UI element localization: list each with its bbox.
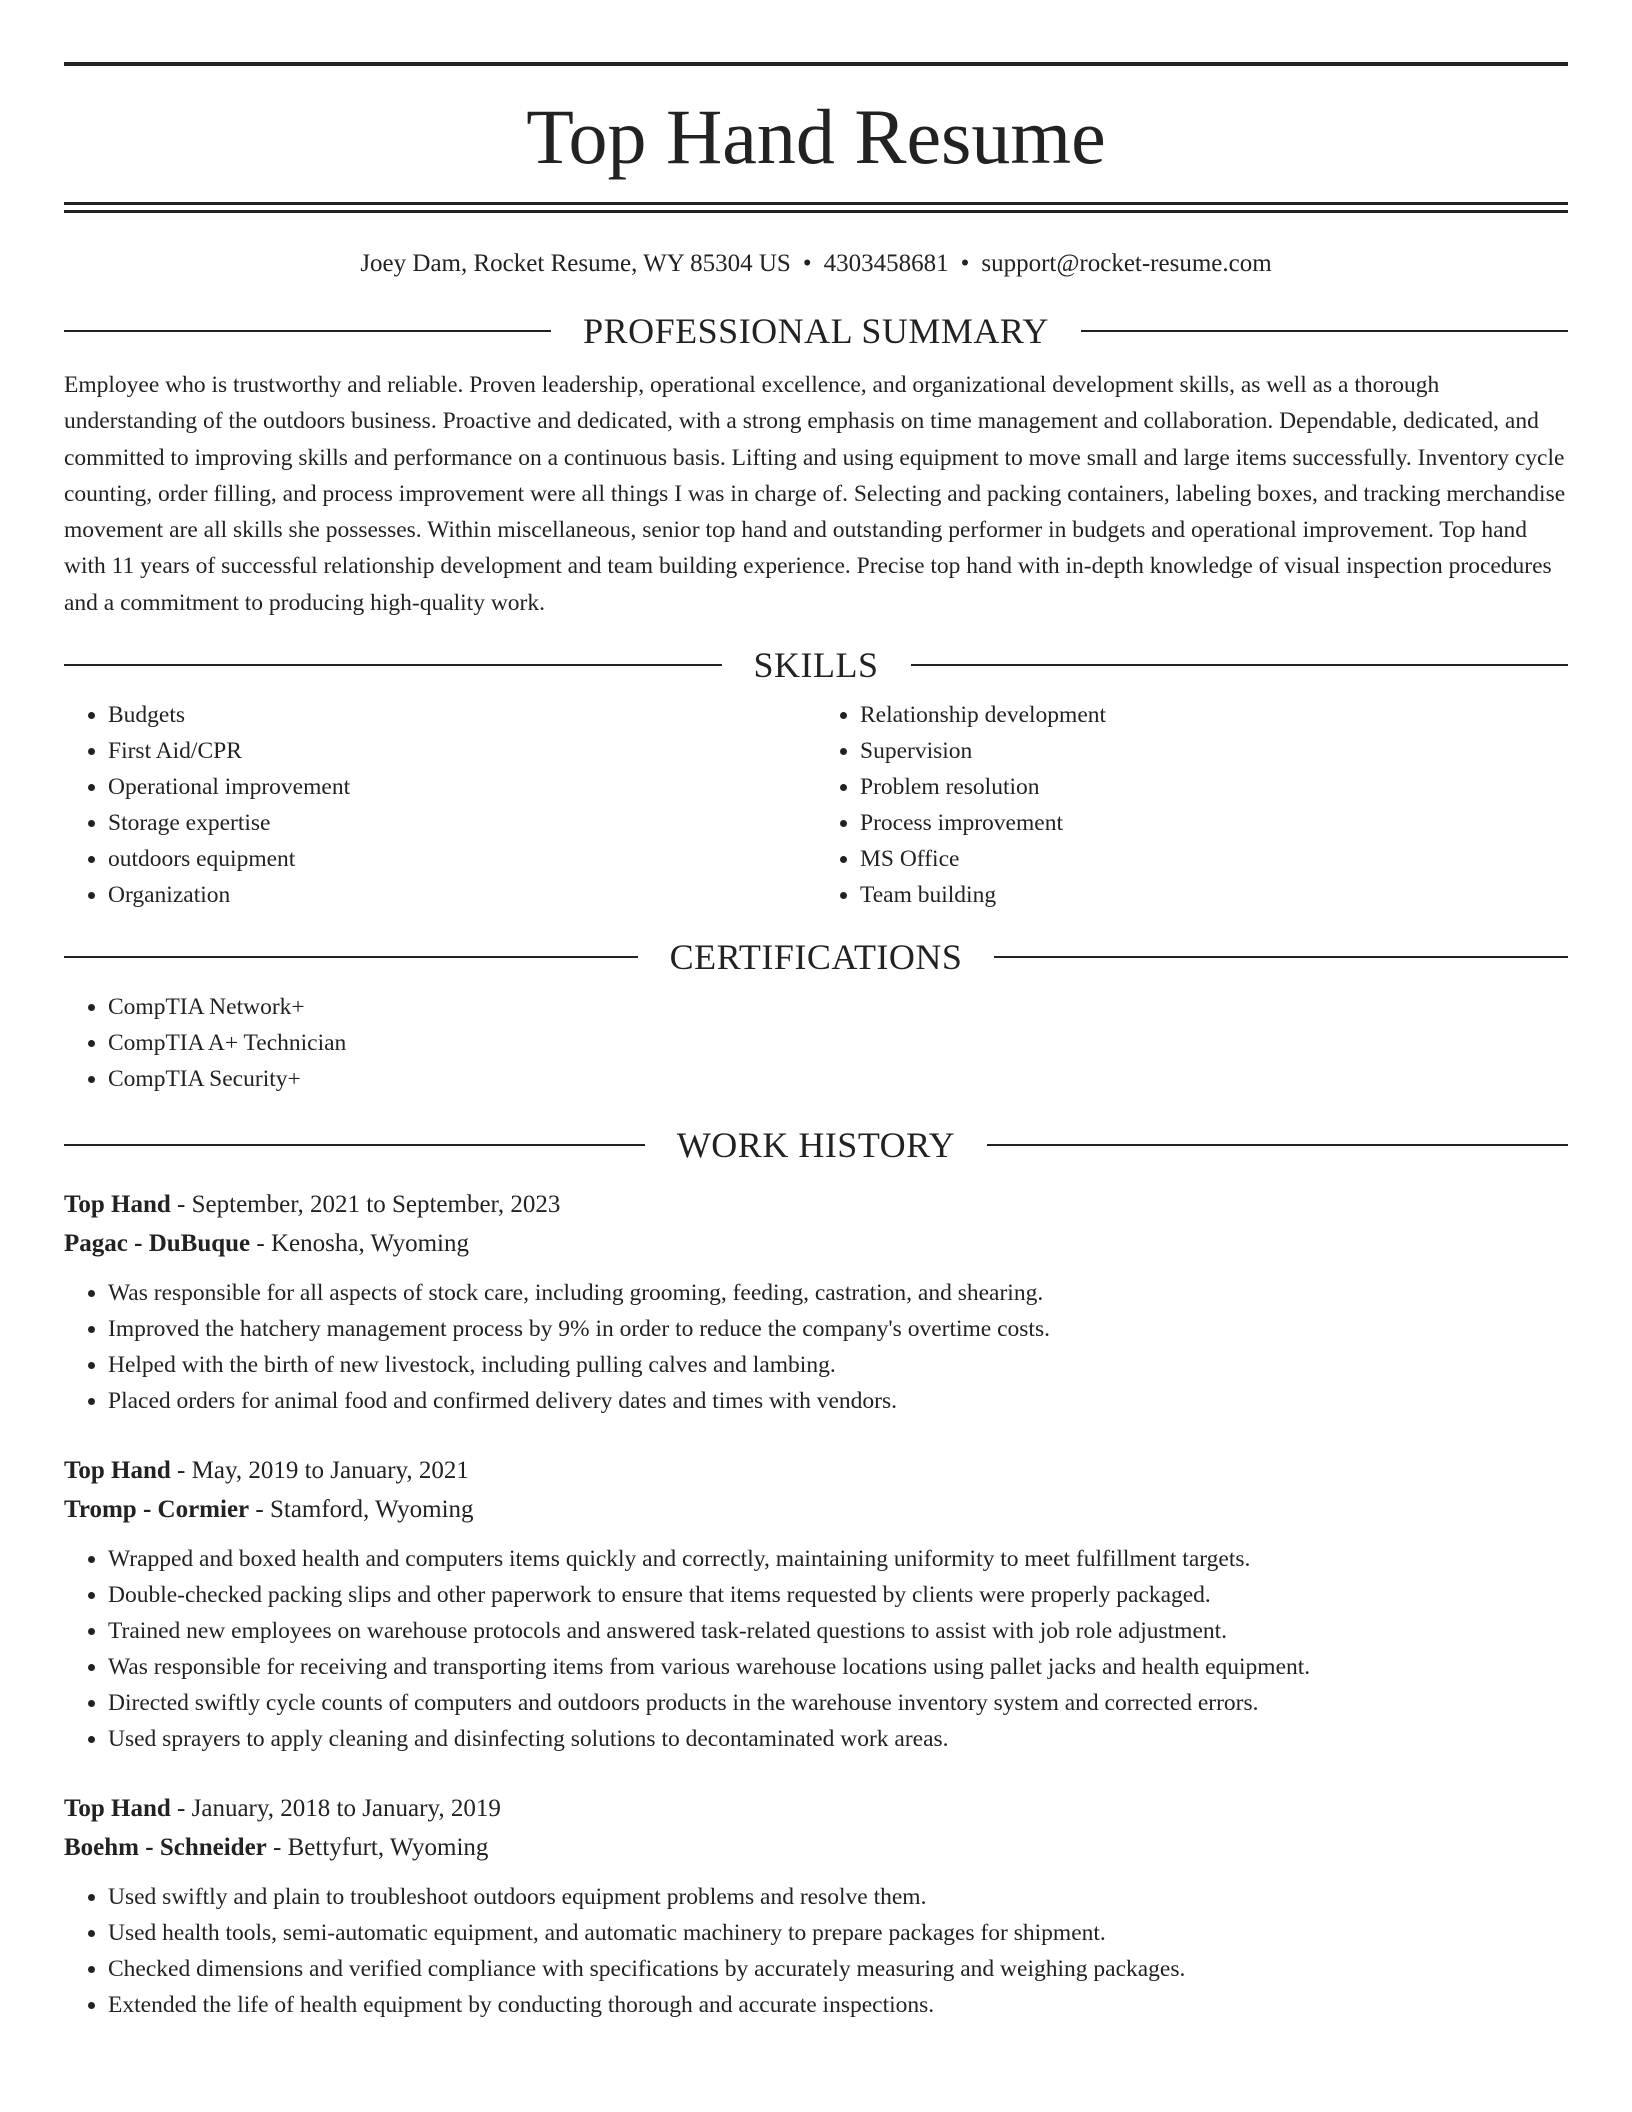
job-title: Top Hand xyxy=(64,1457,171,1485)
job-company: Pagac - DuBuque xyxy=(64,1230,251,1258)
work-history-heading xyxy=(64,1125,1568,1166)
skill-item: • Storage expertise xyxy=(108,805,816,841)
certifications-heading xyxy=(64,937,1568,978)
skills-heading-label: SKILLS xyxy=(753,645,879,686)
contact-separator: • xyxy=(960,250,970,277)
job-entry xyxy=(64,1451,1568,1757)
heading-rule-right xyxy=(994,956,1568,958)
certification-item: • CompTIA Security+ xyxy=(108,1061,1568,1097)
skill-item: • Organization xyxy=(108,877,816,913)
skill-item: • Process improvement xyxy=(860,805,1568,841)
top-rule xyxy=(64,62,1568,66)
job-company-line xyxy=(64,1224,1568,1263)
job-title-line xyxy=(64,1451,1568,1490)
skill-item: • Operational improvement xyxy=(108,769,816,805)
job-dates: - January, 2018 to January, 2019 xyxy=(170,1795,501,1823)
skill-item: • Supervision xyxy=(860,733,1568,769)
skill-item: • First Aid/CPR xyxy=(108,733,816,769)
certifications-list xyxy=(64,989,1568,1097)
skill-item: • Budgets xyxy=(108,697,816,733)
contact-line xyxy=(64,249,1568,279)
duty-item: • Wrapped and boxed health and computers items quickly and correctly, maintaining uniformity to meet fulfillment targets. xyxy=(108,1541,1568,1577)
job-location: - Stamford, Wyoming xyxy=(249,1496,474,1524)
job-title-line xyxy=(64,1185,1568,1224)
summary-heading xyxy=(64,313,1568,349)
contact-separator: • xyxy=(802,250,812,277)
duty-item: • Trained new employees on warehouse protocols and answered task-related questions to assist with job role adjustment. xyxy=(108,1613,1568,1649)
job-location: - Kenosha, Wyoming xyxy=(250,1230,469,1258)
job-title-line xyxy=(64,1789,1568,1828)
skills-heading xyxy=(64,645,1568,686)
skills-list-right xyxy=(816,697,1568,913)
duty-item: • Used health tools, semi-automatic equipment, and automatic machinery to prepare packages for shipment. xyxy=(108,1915,1568,1951)
contact-email: support@rocket-resume.com xyxy=(981,250,1272,277)
job-duties xyxy=(64,1879,1568,2023)
job-title: Top Hand xyxy=(64,1795,171,1823)
duty-item: • Double-checked packing slips and other paperwork to ensure that items requested by clients were properly packaged. xyxy=(108,1577,1568,1613)
duty-item: • Used sprayers to apply cleaning and disinfecting solutions to decontaminated work areas. xyxy=(108,1721,1568,1757)
job-entry xyxy=(64,1185,1568,1419)
work-history-heading-label: WORK HISTORY xyxy=(676,1125,956,1166)
certifications-heading-label: CERTIFICATIONS xyxy=(669,937,963,978)
title-double-rule xyxy=(64,202,1568,213)
heading-rule-left xyxy=(64,1144,645,1146)
contact-phone: 4303458681 xyxy=(823,250,949,277)
duty-item: • Checked dimensions and verified compliance with specifications by accurately measuring and weighing packages. xyxy=(108,1951,1568,1987)
skill-item: • MS Office xyxy=(860,841,1568,877)
duty-item: • Improved the hatchery management process by 9% in order to reduce the company's overtime costs. xyxy=(108,1311,1568,1347)
job-duties xyxy=(64,1541,1568,1757)
duty-item: • Was responsible for all aspects of stock care, including grooming, feeding, castration, and shearing. xyxy=(108,1275,1568,1311)
duty-item: • Directed swiftly cycle counts of computers and outdoors products in the warehouse inventory system and corrected errors. xyxy=(108,1685,1568,1721)
contact-address: Joey Dam, Rocket Resume, WY 85304 US xyxy=(360,250,791,277)
heading-rule-left xyxy=(64,330,551,332)
duty-item: • Placed orders for animal food and confirmed delivery dates and times with vendors. xyxy=(108,1383,1568,1419)
heading-rule-right xyxy=(911,664,1569,666)
heading-rule-right xyxy=(1081,330,1568,332)
skill-item: • outdoors equipment xyxy=(108,841,816,877)
duty-item: • Extended the life of health equipment by conducting thorough and accurate inspections. xyxy=(108,1987,1568,2023)
job-company-line xyxy=(64,1828,1568,1867)
job-company: Boehm - Schneider xyxy=(64,1834,267,1862)
summary-heading-label: PROFESSIONAL SUMMARY xyxy=(583,311,1049,351)
skills-list-left xyxy=(64,697,816,913)
heading-rule-right xyxy=(987,1144,1568,1146)
certification-item: • CompTIA Network+ xyxy=(108,989,1568,1025)
duty-item: • Used swiftly and plain to troubleshoot outdoors equipment problems and resolve them. xyxy=(108,1879,1568,1915)
certification-item: • CompTIA A+ Technician xyxy=(108,1025,1568,1061)
job-dates: - May, 2019 to January, 2021 xyxy=(170,1457,469,1485)
summary-text: Employee who is trustworthy and reliable. Proven leadership, operational excellence, and organizational development skills, as well as a thorough understanding of the outdoors business. Proactive and dedicated, with a strong emphasis on time management and collaboration. Dependable, dedicated, and committed to improving skills and performance on a continuous basis. Lifting and using equipment to move small and large items successfully. Inventory cycle counting, order filling, and process improvement were all things I was in charge of. Selecting and packing containers, labeling boxes, and tracking merchandise movement are all skills she possesses. Within miscellaneous, senior top hand and outstanding performer in budgets and operational improvement. Top hand with 11 years of successful relationship development and team building experience. Precise top hand with in-depth knowledge of visual inspection procedures and a commitment to producing high-quality work. xyxy=(64,372,1566,616)
job-duties xyxy=(64,1275,1568,1419)
job-company: Tromp - Cormier xyxy=(64,1496,250,1524)
job-entry xyxy=(64,1789,1568,2023)
heading-rule-left xyxy=(64,956,638,958)
job-dates: - September, 2021 to September, 2023 xyxy=(170,1191,561,1219)
job-company-line xyxy=(64,1490,1568,1529)
heading-rule-left xyxy=(64,664,722,666)
skill-item: • Problem resolution xyxy=(860,769,1568,805)
job-title: Top Hand xyxy=(64,1191,171,1219)
job-location: - Bettyfurt, Wyoming xyxy=(266,1834,489,1862)
duty-item: • Helped with the birth of new livestock, including pulling calves and lambing. xyxy=(108,1347,1568,1383)
skill-item: • Relationship development xyxy=(860,697,1568,733)
page-title: Top Hand Resume xyxy=(526,93,1106,180)
skill-item: • Team building xyxy=(860,877,1568,913)
duty-item: • Was responsible for receiving and transporting items from various warehouse locations using pallet jacks and health equipment. xyxy=(108,1649,1568,1685)
skills-grid xyxy=(64,697,1568,913)
